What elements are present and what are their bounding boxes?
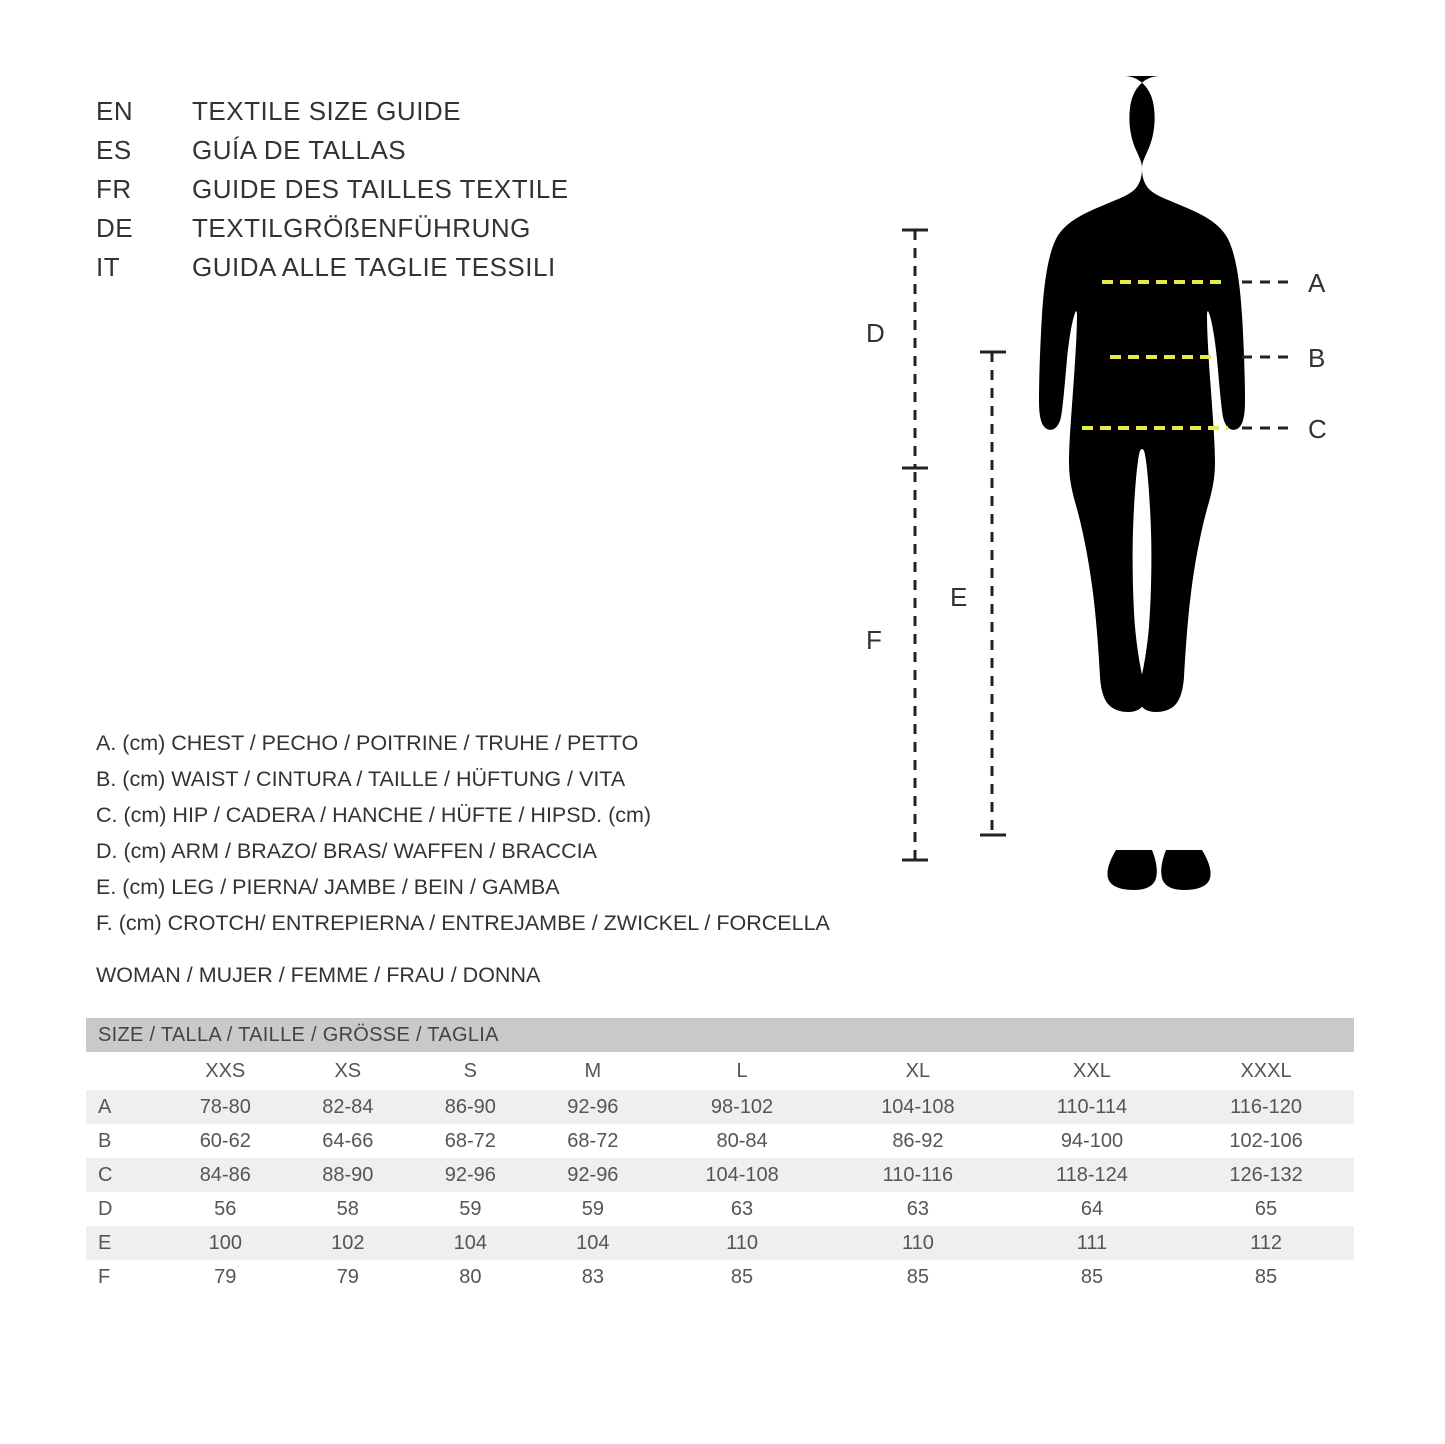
cell-d-xxs: 56 [164,1192,287,1226]
cell-c-xxs: 84-86 [164,1158,287,1192]
column-header-xs: XS [287,1052,410,1090]
cell-d-m: 59 [532,1192,655,1226]
title-block [96,92,736,287]
cell-e-xxs: 100 [164,1226,287,1260]
size-chart-table [86,1018,1354,1294]
cell-c-l: 104-108 [654,1158,830,1192]
cell-e-s: 104 [409,1226,532,1260]
table-header-label: SIZE / TALLA / TAILLE / GRÖSSE / TAGLIA [86,1018,1354,1052]
title-text-de: TEXTILGRÖßENFÜHRUNG [192,213,531,243]
column-header-s: S [409,1052,532,1090]
cell-a-xxs: 78-80 [164,1090,287,1124]
cell-b-xl: 86-92 [830,1124,1006,1158]
title-row-es [96,131,736,170]
cell-d-xl: 63 [830,1192,1006,1226]
cell-c-m: 92-96 [532,1158,655,1192]
legend-item-a: A. (cm) CHEST / PECHO / POITRINE / TRUHE / PETTO [96,731,639,755]
title-text-es: GUÍA DE TALLAS [192,135,407,165]
table-row [86,1158,1354,1192]
cell-c-xs: 88-90 [287,1158,410,1192]
row-label-e: E [86,1226,164,1260]
cell-a-xl: 104-108 [830,1090,1006,1124]
column-header-xxxl: XXXL [1178,1052,1354,1090]
table-row [86,1226,1354,1260]
column-header-xxl: XXL [1006,1052,1178,1090]
cell-f-xl: 85 [830,1260,1006,1294]
cell-c-xl: 110-116 [830,1158,1006,1192]
cell-f-s: 80 [409,1260,532,1294]
cell-b-l: 80-84 [654,1124,830,1158]
title-text-it: GUIDA ALLE TAGLIE TESSILI [192,252,556,282]
cell-f-xxxl: 85 [1178,1260,1354,1294]
cell-d-xxl: 64 [1006,1192,1178,1226]
cell-f-l: 85 [654,1260,830,1294]
cell-d-xs: 58 [287,1192,410,1226]
title-lang-it: IT [96,252,121,282]
cell-e-l: 110 [654,1226,830,1260]
title-row-fr [96,170,736,209]
marker-label-b: B [1308,343,1326,373]
title-text-en: TEXTILE SIZE GUIDE [192,96,462,126]
cell-e-m: 104 [532,1226,655,1260]
row-label-c: C [86,1158,164,1192]
title-row-en [96,92,736,131]
cell-b-xxs: 60-62 [164,1124,287,1158]
legend-item-e: E. (cm) LEG / PIERNA/ JAMBE / BEIN / GAMBA [96,875,560,899]
cell-a-m: 92-96 [532,1090,655,1124]
cell-f-m: 83 [532,1260,655,1294]
marker-label-c: C [1308,414,1327,444]
cell-d-l: 63 [654,1192,830,1226]
cell-b-xxxl: 102-106 [1178,1124,1354,1158]
title-text-fr: GUIDE DES TAILLES TEXTILE [192,174,569,204]
cell-c-xxl: 118-124 [1006,1158,1178,1192]
marker-label-a: A [1308,268,1326,298]
cell-f-xxl: 85 [1006,1260,1178,1294]
marker-label-f: F [866,625,882,655]
legend-item-b: B. (cm) WAIST / CINTURA / TAILLE / HÜFTUNG / VITA [96,767,626,791]
column-header-xl: XL [830,1052,1006,1090]
column-header-blank [86,1052,164,1090]
gender-heading: WOMAN / MUJER / FEMME / FRAU / DONNA [96,963,541,987]
column-header-l: L [654,1052,830,1090]
cell-e-xs: 102 [287,1226,410,1260]
title-lang-es: ES [96,135,132,165]
cell-a-xxl: 110-114 [1006,1090,1178,1124]
title-lang-de: DE [96,213,134,243]
title-row-de [96,209,736,248]
cell-a-xxxl: 116-120 [1178,1090,1354,1124]
column-header-m: M [532,1052,655,1090]
legend-item-c: C. (cm) HIP / CADERA / HANCHE / HÜFTE / HIPSD. (cm) [96,803,652,827]
cell-d-s: 59 [409,1192,532,1226]
arm-dimension-bracket [902,230,928,468]
cell-c-s: 92-96 [409,1158,532,1192]
cell-a-l: 98-102 [654,1090,830,1124]
marker-label-e: E [950,582,968,612]
column-header-xxs: XXS [164,1052,287,1090]
table-header-band [86,1018,1354,1052]
cell-f-xxs: 79 [164,1260,287,1294]
title-row-it [96,248,736,287]
marker-label-d: D [866,318,885,348]
cell-b-m: 68-72 [532,1124,655,1158]
row-label-a: A [86,1090,164,1124]
cell-b-s: 68-72 [409,1124,532,1158]
measurement-legend [96,725,916,941]
row-label-d: D [86,1192,164,1226]
female-silhouette-icon [1039,76,1245,890]
leg-dimension-bracket [980,352,1006,835]
table-row [86,1260,1354,1294]
cell-e-xl: 110 [830,1226,1006,1260]
title-lang-en: EN [96,96,134,126]
cell-f-xs: 79 [287,1260,410,1294]
cell-d-xxxl: 65 [1178,1192,1354,1226]
row-label-f: F [86,1260,164,1294]
legend-item-d: D. (cm) ARM / BRAZO/ BRAS/ WAFFEN / BRACCIA [96,839,597,863]
cell-a-s: 86-90 [409,1090,532,1124]
legend-item-f: F. (cm) CROTCH/ ENTREPIERNA / ENTREJAMBE / ZWICKEL / FORCELLA [96,911,830,935]
table-column-headers [86,1052,1354,1090]
table-row [86,1090,1354,1124]
table-row [86,1124,1354,1158]
cell-a-xs: 82-84 [287,1090,410,1124]
cell-c-xxxl: 126-132 [1178,1158,1354,1192]
cell-e-xxxl: 112 [1178,1226,1354,1260]
cell-b-xxl: 94-100 [1006,1124,1178,1158]
cell-e-xxl: 111 [1006,1226,1178,1260]
cell-b-xs: 64-66 [287,1124,410,1158]
row-label-b: B [86,1124,164,1158]
title-lang-fr: FR [96,174,132,204]
table-row [86,1192,1354,1226]
